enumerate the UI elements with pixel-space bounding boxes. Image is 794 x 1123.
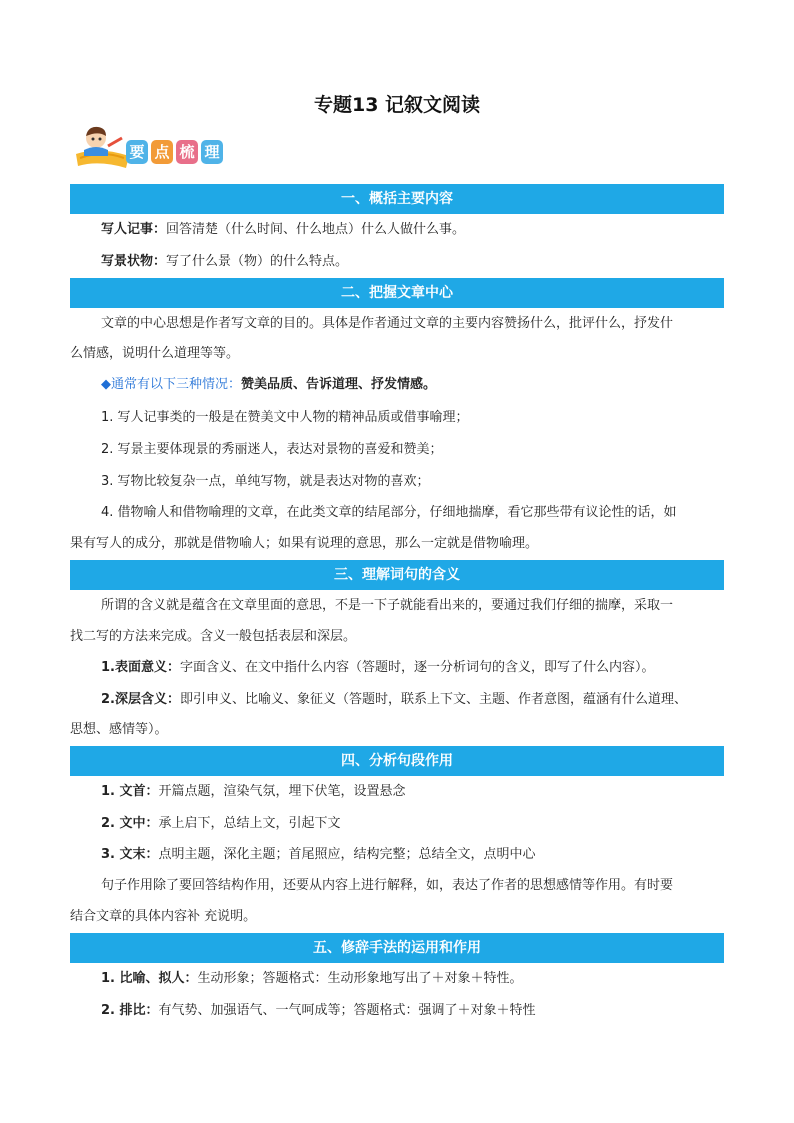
item-label: 2. 排比： [101,1003,159,1018]
list-item: 1. 写人记事类的一般是在赞美文中人物的精神品质或借事喻理； [101,410,469,425]
note-line [70,375,724,395]
list-item [70,814,724,834]
key-points-badge [74,124,264,172]
list-item [70,1001,724,1021]
list-item: 果有写人的成分，那就是借物喻人；如果有说理的意思，那么一定就是借物喻理。 [70,536,539,551]
section-heading: 二、把握文章中心 [70,278,724,308]
item-label: 1. 文首： [101,784,159,799]
list-item: 3. 写物比较复杂一点，单纯写物，就是表达对物的喜欢； [101,474,430,489]
list-item: 4. 借物喻人和借物喻理的文章，在此类文章的结尾部分，仔细地揣摩，看它那些带有议论性的话，如 [101,505,677,520]
item-text: 点明主题，深化主题；首尾照应，结构完整；总结全文，点明中心 [158,847,536,862]
item-label: 写景状物： [101,254,167,269]
list-item [70,658,724,678]
item-text: 字面含义、在文中指什么内容（答题时，逐一分析词句的含义，即写了什么内容）。 [179,660,655,675]
page-title: 专题13 记叙文阅读 [313,94,481,116]
list-item: 思想、感情等）。 [70,722,168,737]
item-label: 写人记事： [101,222,167,237]
item-label: 1.表面意义： [101,660,180,675]
paragraph-line: 结合文章的具体内容补 充说明。 [70,909,257,924]
list-item: 2. 写景主要体现景的秀丽迷人，表达对景物的喜爱和赞美； [101,442,443,457]
badge-char: 要 [126,140,148,164]
student-reading-icon [74,124,134,172]
item-label: 1. 比喻、拟人： [101,971,198,986]
section-heading: 一、概括主要内容 [70,184,724,214]
section-heading: 三、理解词句的含义 [70,560,724,590]
item-text: 开篇点题，渲染气氛，埋下伏笔，设置悬念 [158,784,406,799]
badge-label [126,140,223,164]
paragraph-line: 文章的中心思想是作者写文章的目的。具体是作者通过文章的主要内容赞扬什么，批评什么，抒发什 [101,316,674,331]
list-item [70,845,724,865]
list-item [70,969,724,989]
item-label: 2. 文中： [101,816,159,831]
item-text: 生动形象；答题格式：生动形象地写出了＋对象＋特性。 [197,971,523,986]
item-text: 回答清楚（什么时间、什么地点）什么人做什么事。 [166,222,466,237]
badge-char: 点 [151,140,173,164]
item-text: 写了什么景（物）的什么特点。 [166,254,349,269]
item-text: 即引申义、比喻义、象征义（答题时，联系上下文、主题、作者意图，蕴涵有什么道理、 [179,692,687,707]
paragraph-line: 找二写的方法来完成。含义一般包括表层和深层。 [70,629,357,644]
item-text: 有气势、加强语气、一气呵成等；答题格式：强调了＋对象＋特性 [158,1003,536,1018]
section-heading: 四、分析句段作用 [70,746,724,776]
badge-char: 理 [201,140,223,164]
list-item [70,690,724,710]
item-label: 2.深层含义： [101,692,180,707]
paragraph-line: 所谓的含义就是蕴含在文章里面的意思，不是一下子就能看出来的，要通过我们仔细的揣摩，采取一 [101,598,674,613]
note-emphasis: 赞美品质、告诉道理、抒发情感。 [241,377,437,392]
paragraph-line: 句子作用除了要回答结构作用，还要从内容上进行解释，如，表达了作者的思想感情等作用。有时要 [101,878,674,893]
list-item [70,252,724,272]
badge-char: 梳 [176,140,198,164]
list-item [70,782,724,802]
item-label: 3. 文末： [101,847,159,862]
note-prefix: ◆通常有以下三种情况： [101,377,241,392]
section-heading: 五、修辞手法的运用和作用 [70,933,724,963]
item-text: 承上启下，总结上文，引起下文 [158,816,341,831]
list-item [70,220,724,240]
paragraph-line: 么情感，说明什么道理等等。 [70,346,240,361]
